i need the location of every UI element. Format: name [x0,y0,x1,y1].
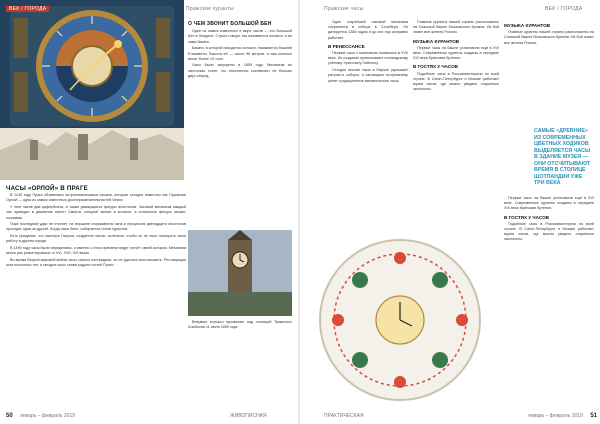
paragraph: Главные куранты нашей страны расположены на Спасской башне Московского Кремля. Их бой знают все жители России. [413,20,499,35]
right-col-3-lower [504,196,594,244]
page-number-right: 51 [590,413,598,419]
paragraph: Часы были запущены в 1859 году. Механизм их настолько точен, что отклонение составляет не больше двух секунд. [188,63,292,78]
right-col-3 [504,20,594,47]
paragraph: Первые часы с маятником появились в XVII веке. Их создание приписывают голландскому учёному Христиану Гюйгенсу. [328,51,408,66]
issue-date-right: январь – февраль 2019 [528,413,583,419]
paragraph: У этих часов два циферблата, а также движущиеся фигуры апостолов. Часовой механизм каждый час приводит в движение скелет Смерти, который звонит в колокол, а остальные фигуры качают головами. [6,205,186,220]
left-article [6,184,186,270]
paragraph: В 1490 году часы были переделаны, и именно с этого времени ведут отсчёт своей истории. Механизм много раз ремонтировали: в XVI, XVII, XIX веках. [6,246,186,256]
decorative-plate-illustration [300,230,500,410]
col-heading: В РЕНЕССАНСЕ [328,43,365,49]
footer-right [528,413,597,419]
paragraph: Есть предание, что мастера Гануша, создателя часов, ослепили, чтобы он не смог повторить свою работу в другом городе. [6,234,186,244]
paragraph: Сегодня многие часы в Европе украшают ратуши и соборы, а часовщики по-прежнему ценят традиционные механические часы. [328,68,408,83]
running-head-left: Пражские куранты [186,6,234,12]
paragraph: Один из самых известных в мире часов — это Большой Бен в Лондоне. Строго говоря, так называется колокол, а не сама башня. [188,29,292,44]
footer-brand-left: ЖИВОПИСНАЯ [230,413,267,419]
footer-left [6,413,75,419]
paragraph: Пока последний удар не стихнет, на вершине открываются окна и процессия двенадцати апостолов проходит одна за другой. Когда часы бьют, собирается толпа туристов. [6,222,186,232]
paragraph: Башня, в которой находится колокол, называется башней Елизаветы. Высота её — около 96 метров, а сам колокол весит более 13 тонн. [188,46,292,61]
astronomical-clock-illustration [0,0,184,180]
right-col-1 [328,20,408,85]
right-col-heading: О ЧЕМ ЗВОНИТ БОЛЬШОЙ БЕН [188,21,272,27]
paragraph: Первые часы на башне установили ещё в XVI веке. Современные куранты созданы в середине XIX века братьями Бутеноп. [413,45,499,61]
section-tag: ВЕК / ГОРОДА [6,6,49,12]
col-heading: МУЗЫКА КУРАНТОВ [504,23,551,28]
paragraph: Подобные часы в Россиимастерили по всей стране. В Санкт-Петербурге и Москве работают музеи часов, где можно увидеть старинные экспонаты. [504,221,594,242]
col-heading: В ГОСТЯХ У ЧАСОВ [413,64,458,70]
paragraph: Один старейший часовой механизм сохранился в соборе в Солсбери. Он датируется 1386 годом и до сих пор исправно работает. [328,20,408,40]
right-col-2 [413,20,499,94]
paragraph: Первые часы на башне установили ещё в XVI веке. Современные куранты созданы в середине XIX века братьями Бутеноп. [504,196,594,211]
paragraph: Главные куранты нашей страны расположены на Спасской башне Московского Кремля. Их бой знают все жители России. [504,30,594,45]
section-tag-right: ВЕК / ГОРОДА [545,6,583,12]
left-page-column-right [188,20,292,81]
paragraph: Подобные часы в Россиимастерили по всей стране. В Санкт-Петербурге и Москве работают музеи часов, где можно увидеть старинные экспонаты. [413,71,499,92]
footer-brand-right: ПРАКТИЧЕСКАЯ [324,413,364,419]
col-heading: В ГОСТЯХ У ЧАСОВ [504,214,549,220]
pull-quote: САМЫЕ «ДРЕВНИЕ» ИЗ СОВРЕМЕННЫХ ЦВЕТНЫХ ХОДИКОВ ВЫДЕЛЯЕТСЯ ЧАСЫ В ЗДАНИЕ МУЗЕЯ — ОНИ ОТСЧИТЫВАЮТ ВРЕМЯ В СТОЛИЦЕ ШОТЛАНДИИ УЖЕ ТРИ ВЕКА [534,128,591,186]
running-head-right: Пражские часы [324,6,364,12]
clock-tower-photo [188,230,292,316]
col-heading: МУЗЫКА КУРАНТОВ [413,38,460,44]
paragraph: В 1410 году Прага обзавелась астрономическими часами, которые сегодня известны как Пражские Орлой — одна из самых известных достопримечательностей Чехии. [6,193,186,203]
right-page [300,0,600,424]
page-number-left: 50 [6,413,13,419]
issue-date-left: январь – февраль 2019 [20,413,76,419]
paragraph: Во время Второй мировой войны часы сильно пострадали, но их удалось восстановить. Реставрация шла несколько лет, и сегодня часы снова радуют гостей Праги. [6,257,186,268]
paragraph: Впервые колокол прозвонил над столицей Туманного Альбиона 11 июля 1859 года. [188,320,292,330]
clock-svg [0,0,184,180]
photo-caption [188,320,292,332]
article-heading: ЧАСЫ «ОРЛОЙ» В ПРАГЕ [6,185,88,192]
